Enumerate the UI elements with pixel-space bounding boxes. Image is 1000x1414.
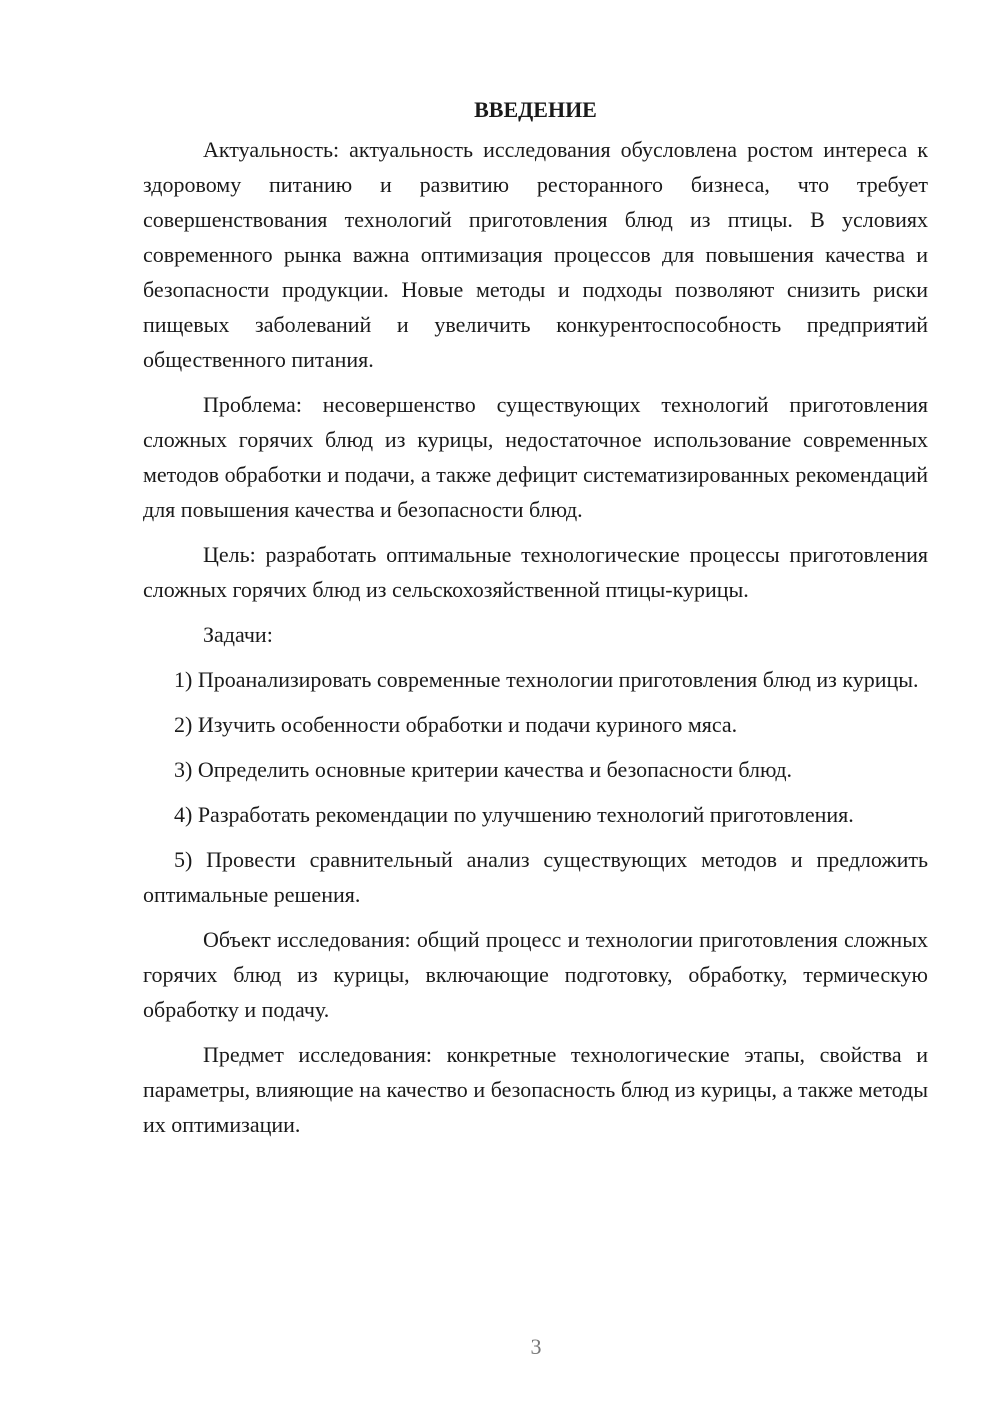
section-heading: ВВЕДЕНИЕ [474,97,597,122]
task-item: 4) Разработать рекомендации по улучшению технологий приготовления. [174,802,854,827]
task-item: 3) Определить основные критерии качества и безопасности блюд. [174,757,793,782]
subject-paragraph: Предмет исследования: конкретные технологические этапы, свойства и параметры, влияющие на качество и безопасность блюд из курицы, а также методы их оптимизации. [143,1042,928,1137]
page-number: 3 [530,1334,542,1359]
tasks-label: Задачи: [203,622,273,647]
object-paragraph: Объект исследования: общий процесс и технологии приготовления сложных горячих блюд из курицы, включающие подготовку, обработку, термическую обработку и подачу. [143,927,928,1022]
document-body [143,92,928,1152]
goal-paragraph: Цель: разработать оптимальные технологические процессы приготовления сложных горячих блюд из сельскохозяйственной птицы-курицы. [143,542,928,602]
task-item: 2) Изучить особенности обработки и подачи куриного мяса. [174,712,738,737]
task-item: 1) Проанализировать современные технологии приготовления блюд из курицы. [174,667,919,692]
relevance-paragraph: Актуальность: актуальность исследования обусловлена ростом интереса к здоровому питанию и развитию ресторанного бизнеса, что требует совершенствования технологий приготовления блюд из птицы. В условиях современного рынка важна оптимизация процессов для повышения качества и безопасности продукции. Новые методы и подходы позволяют снизить риски пищевых заболеваний и увеличить конкурентоспособность предприятий общественного питания. [143,137,928,372]
task-item: 5) Провести сравнительный анализ существующих методов и предложить оптимальные решения. [143,847,928,907]
tasks-list [143,662,928,912]
problem-paragraph: Проблема: несовершенство существующих технологий приготовления сложных горячих блюд из курицы, недостаточное использование современных методов обработки и подачи, а также дефицит систематизированных рекомендаций для повышения качества и безопасности блюд. [143,392,928,522]
